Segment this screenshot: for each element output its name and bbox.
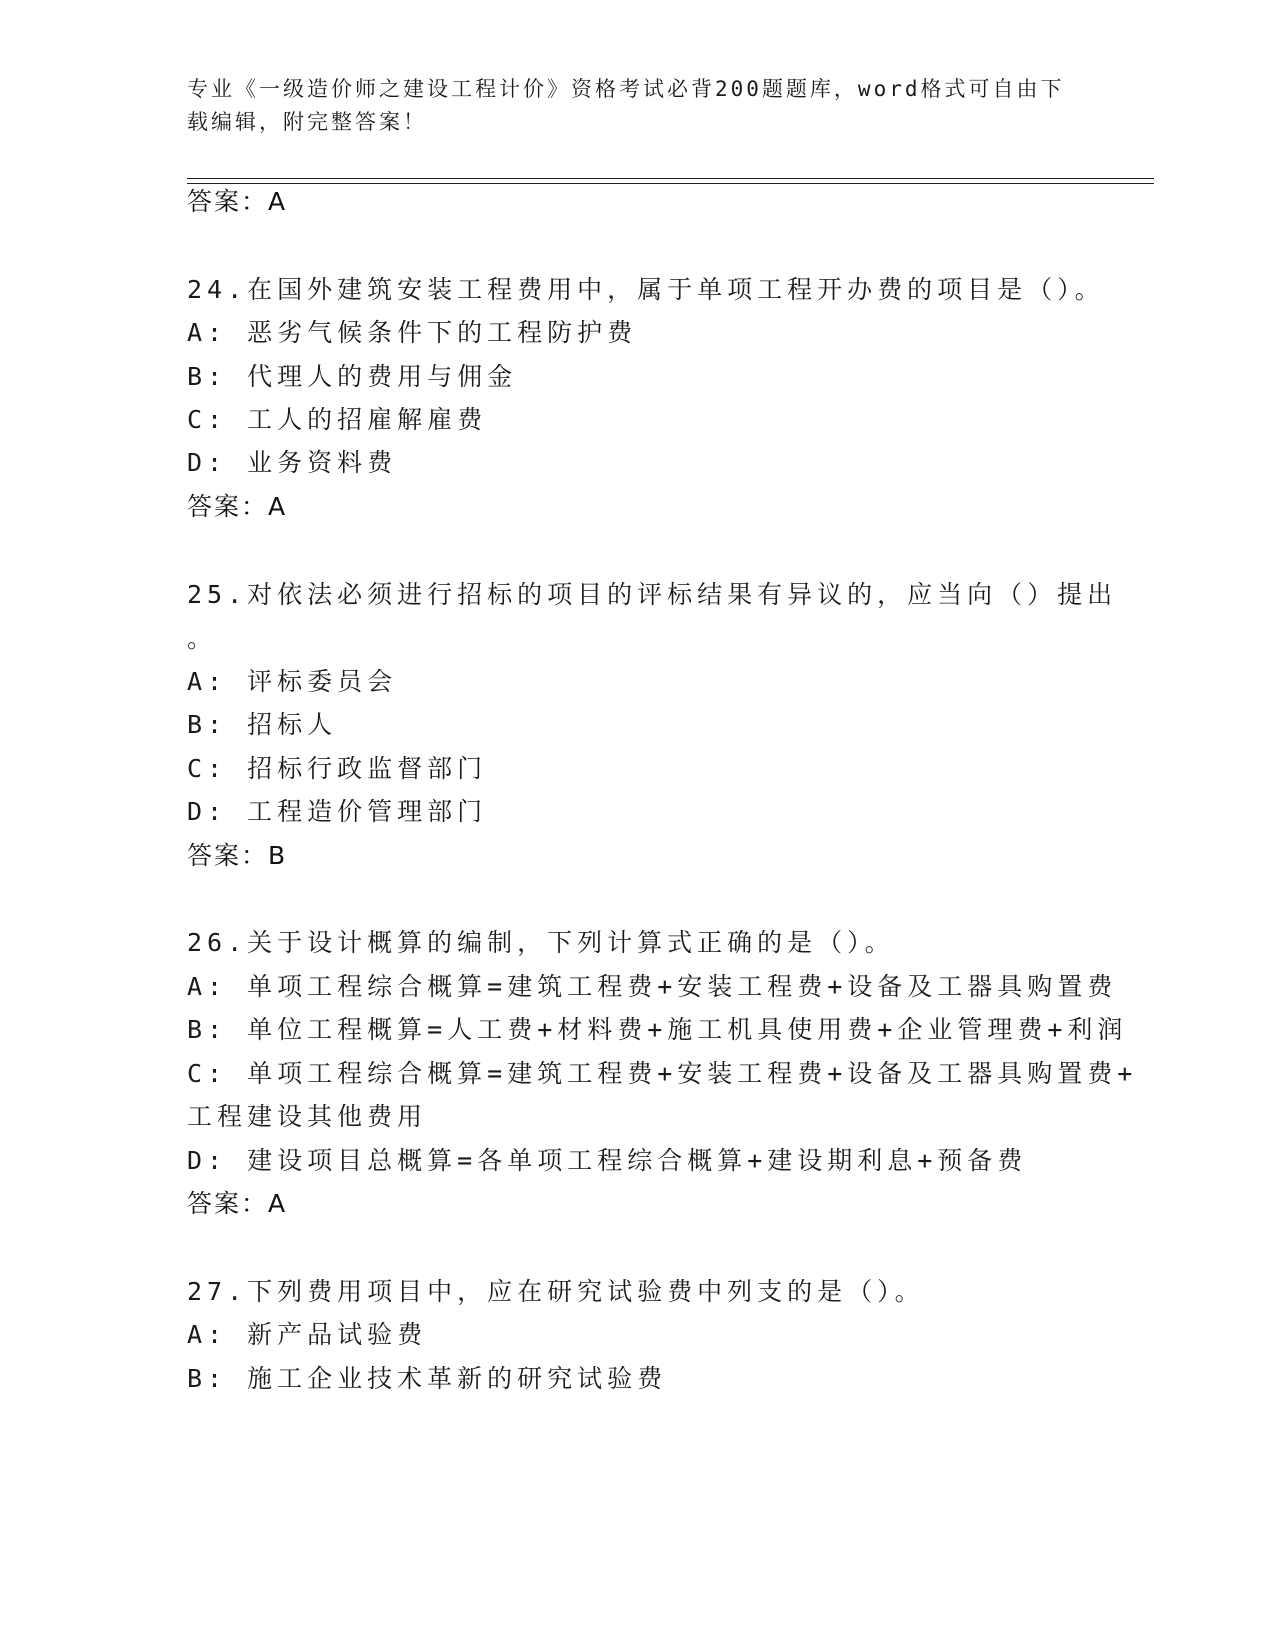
- question-25-answer: 答案：B: [187, 841, 288, 870]
- document-intro: 专业《一级造价师之建设工程计价》资格考试必背200题题库，word格式可自由下载编辑，附完整答案！: [187, 77, 1065, 134]
- question-24-option-c: C: 工人的招雇解雇费: [187, 405, 488, 434]
- question-25-stem: 25.对依法必须进行招标的项目的评标结果有异议的，应当向（）提出: [187, 580, 1118, 609]
- question-25-option-b: B: 招标人: [187, 710, 338, 739]
- question-25-option-d: D: 工程造价管理部门: [187, 797, 488, 826]
- question-26-option-b: B: 单位工程概算=人工费+材料费+施工机具使用费+企业管理费+利润: [187, 1015, 1128, 1044]
- question-24-option-d: D: 业务资料费: [187, 448, 398, 477]
- question-24-option-b: B: 代理人的费用与佣金: [187, 362, 518, 391]
- question-27-stem: 27.下列费用项目中，应在研究试验费中列支的是（）。: [187, 1277, 925, 1306]
- question-26-option-a: A: 单项工程综合概算=建筑工程费+安装工程费+设备及工器具购置费: [187, 972, 1118, 1001]
- question-24-stem: 24.在国外建筑安装工程费用中，属于单项工程开办费的项目是（）。: [187, 275, 1105, 304]
- header-divider-bottom: [187, 183, 1154, 184]
- question-26-stem: 26.关于设计概算的编制，下列计算式正确的是（）。: [187, 928, 895, 957]
- question-27-option-a: A: 新产品试验费: [187, 1320, 428, 1349]
- question-24-option-a: A: 恶劣气候条件下的工程防护费: [187, 318, 638, 347]
- answer-previous: 答案：A: [187, 187, 288, 216]
- question-25-option-c: C: 招标行政监督部门: [187, 754, 488, 783]
- question-26-option-c-continued: 工程建设其他费用: [187, 1102, 428, 1131]
- question-25-stem-continued: 。: [187, 624, 218, 653]
- question-26-option-d: D: 建设项目总概算=各单项工程综合概算+建设期利息+预备费: [187, 1146, 1028, 1175]
- question-27-option-b: B: 施工企业技术革新的研究试验费: [187, 1364, 668, 1393]
- header-divider-top: [187, 178, 1154, 179]
- question-24-answer: 答案：A: [187, 492, 288, 521]
- question-26-option-c: C: 单项工程综合概算=建筑工程费+安装工程费+设备及工器具购置费+: [187, 1059, 1138, 1088]
- question-25-option-a: A: 评标委员会: [187, 667, 398, 696]
- question-26-answer: 答案：A: [187, 1189, 288, 1218]
